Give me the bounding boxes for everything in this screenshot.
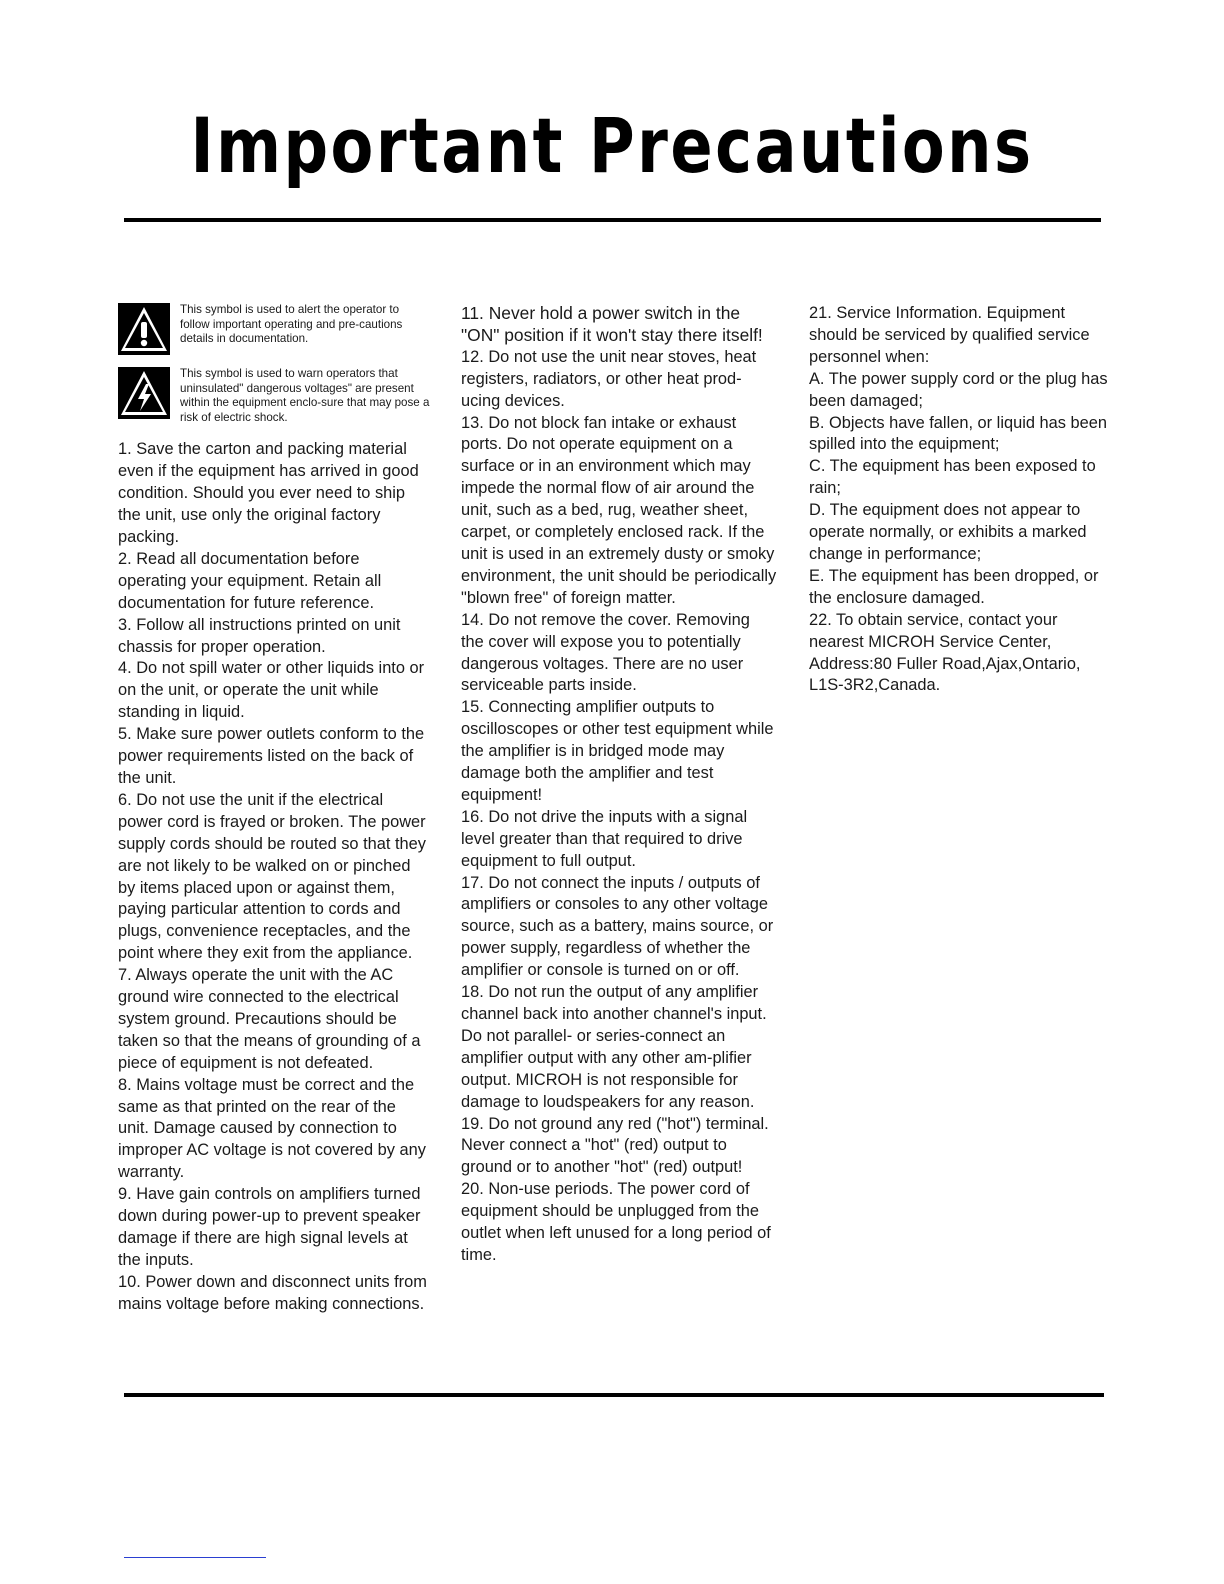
column-3 — [809, 303, 1115, 697]
precaution-item: 16. Do not drive the inputs with a signal level greater than that required to drive equipment to full output. — [461, 807, 748, 870]
precaution-item: 15. Connecting amplifier outputs to oscilloscopes or other test equipment while the amplifier is in bridged mode may damage both the amplifier and test equipment! — [461, 698, 774, 804]
precaution-item: 12. Do not use the unit near stoves, heat registers, radiators, or other heat prod-ucing devices. — [461, 347, 757, 410]
footer-link-underline — [124, 1557, 266, 1558]
symbol-legend-item — [118, 367, 430, 425]
precaution-item: 8. Mains voltage must be correct and the same as that printed on the rear of the unit. Damage caused by connection to improper AC voltage is not covered by any warranty. — [118, 1075, 426, 1182]
service-condition-item: D. The equipment does not appear to operate normally, or exhibits a marked change in performance; — [809, 501, 1087, 563]
precaution-item: 13. Do not block fan intake or exhaust ports. Do not operate equipment on a surface or in an environment which may impede the normal flow of air around the unit, such as a bed, rug, weather sheet, carpet, or completely enclosed rack. If the unit is used in an extremely dusty or smoky environment, the unit should be periodically "blown free" of foreign matter. — [461, 413, 777, 607]
symbol-description: This symbol is used to warn operators that uninsulated" dangerous voltages" are present within the equipment enclo-sure that may pose a risk of electric shock. — [180, 367, 430, 424]
top-divider — [124, 218, 1101, 222]
service-address: Address:80 Fuller Road,Ajax,Ontario, — [809, 654, 1081, 673]
electric-shock-warning-icon — [118, 367, 170, 419]
symbol-description: This symbol is used to alert the operator to follow important operating and pre-cautions details in documentation. — [180, 303, 403, 346]
precaution-item: 4. Do not spill water or other liquids into or on the unit, or operate the unit while standing in liquid. — [118, 659, 425, 722]
service-condition-item: A. The power supply cord or the plug has been damaged; — [809, 369, 1108, 410]
bottom-divider — [124, 1393, 1104, 1397]
service-condition-item: C. The equipment has been exposed to rain; — [809, 457, 1096, 498]
precaution-item: 21. Service Information. Equipment should be serviced by qualified service personnel when: — [809, 304, 1090, 366]
precaution-item: 19. Do not ground any red ("hot") terminal. Never connect a "hot" (red) output to ground or to another "hot" (red) output! — [461, 1114, 769, 1177]
precaution-item: 3. Follow all instructions printed on unit chassis for proper operation. — [118, 615, 401, 656]
symbol-legend-item — [118, 303, 430, 355]
service-condition-item: E. The equipment has been dropped, or the enclosure damaged. — [809, 566, 1099, 607]
precaution-item: 6. Do not use the unit if the electrical power cord is frayed or broken. The power supply cords should be routed so that they are not likely to be walked on or pinched by items placed upon or against them, paying particular attention to cords and plugs, convenience receptacles, and the point where they exit from the appliance. — [118, 790, 426, 963]
exclamation-warning-icon — [118, 303, 170, 355]
precaution-item: 2. Read all documentation before operating your equipment. Retain all documentation for future reference. — [118, 549, 382, 612]
precaution-item: 20. Non-use periods. The power cord of equipment should be unplugged from the outlet when left unused for a long period of time. — [461, 1180, 771, 1264]
precaution-item: 17. Do not connect the inputs / outputs of amplifiers or consoles to any other voltage source, such as a battery, mains source, or power supply, regardless of whether the amplifier or console is turned on or off. — [461, 873, 774, 980]
precaution-item: 7. Always operate the unit with the AC ground wire connected to the electrical system ground. Precautions should be taken so that the means of grounding of a piece of equipment is not defeated. — [118, 966, 421, 1072]
symbol-legend — [118, 303, 430, 425]
column-2 — [461, 303, 777, 1267]
precaution-item: 9. Have gain controls on amplifiers turned down during power-up to prevent speaker damage if there are high signal levels at the inputs. — [118, 1185, 421, 1269]
precaution-item: 22. To obtain service, contact your nearest MICROH Service Center, — [809, 610, 1058, 651]
page-title: Important Precautions — [190, 101, 1034, 190]
service-postal-code: L1S-3R2,Canada. — [809, 676, 941, 695]
precaution-item: 1. Save the carton and packing material even if the equipment has arrived in good condition. Should you ever need to ship the unit, use only the original factory packing. — [118, 440, 419, 546]
precaution-item: 18. Do not run the output of any amplifier channel back into another channel's input. Do not parallel- or series-connect an amplifier output with any other am-plifier output. MICROH is not responsible for damage to loudspeakers for any reason. — [461, 983, 767, 1111]
service-condition-item: B. Objects have fallen, or liquid has been spilled into the equipment; — [809, 413, 1107, 454]
precaution-item: 11. Never hold a power switch in the "ON" position if it won't stay there itself! — [461, 303, 763, 345]
precaution-item: 5. Make sure power outlets conform to the power requirements listed on the back of the unit. — [118, 725, 425, 787]
column-1 — [118, 303, 430, 1316]
precaution-item: 10. Power down and disconnect units from mains voltage before making connections. — [118, 1272, 427, 1313]
precaution-item: 14. Do not remove the cover. Removing the cover will expose you to potentially dangerous voltages. There are no user serviceable parts inside. — [461, 610, 750, 695]
